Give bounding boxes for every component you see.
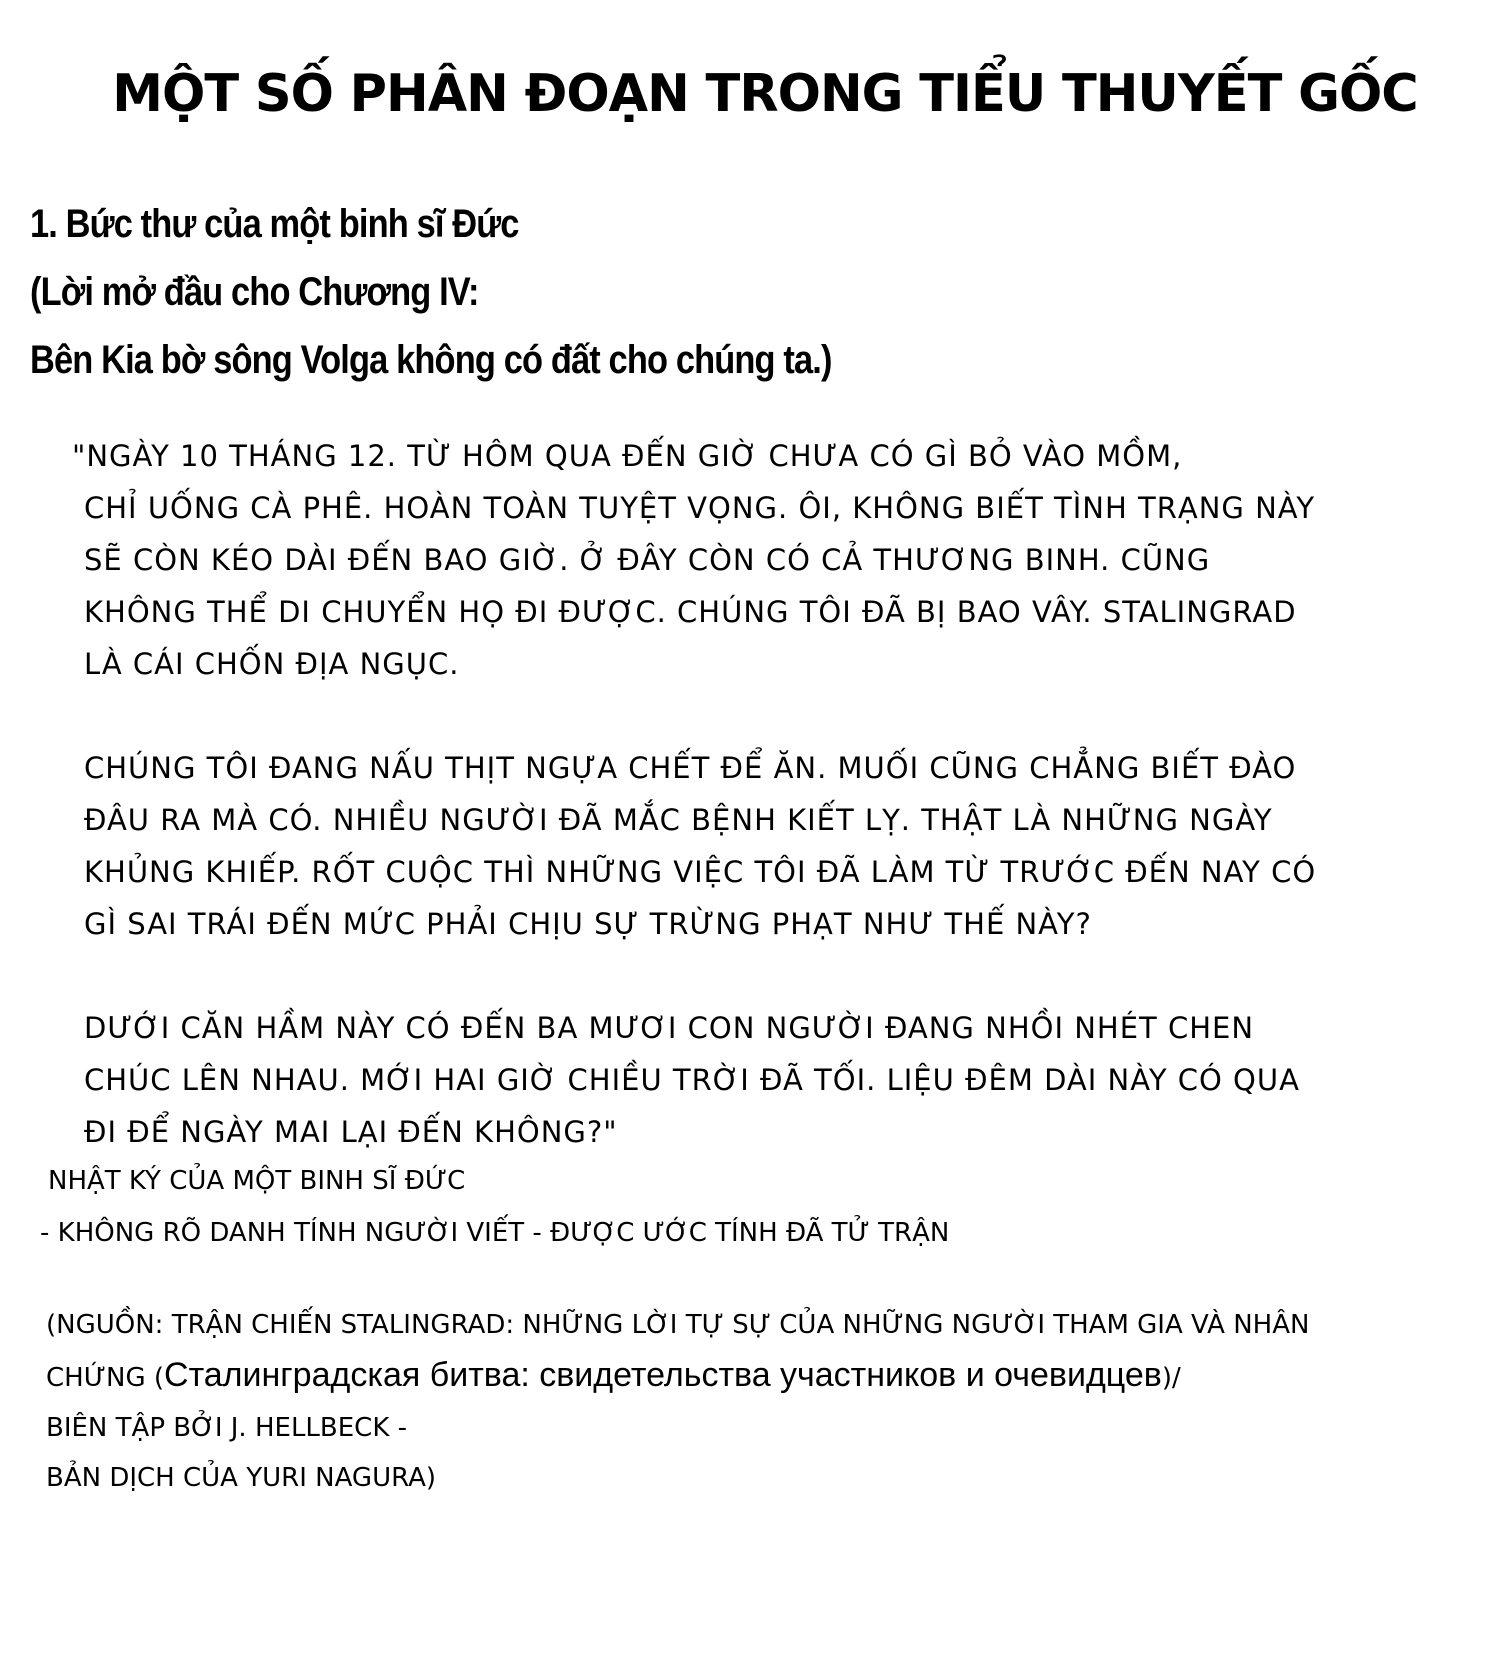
letter-line: CHÚC LÊN NHAU. MỚI HAI GIỜ CHIỀU TRỜI ĐÃ TỐI. LIỆU ĐÊM DÀI NÀY CÓ QUA xyxy=(84,1063,1300,1097)
letter-line: ĐÂU RA MÀ CÓ. NHIỀU NGƯỜI ĐÃ MẮC BỆNH KIẾT LỴ. THẬT LÀ NHỮNG NGÀY xyxy=(84,803,1273,837)
source-text: CHỨNG ( xyxy=(46,1363,165,1393)
section-heading xyxy=(30,190,832,394)
russian-title: Сталинградская битва: свидетельства участников и очевидцев xyxy=(164,1356,1162,1394)
section-heading-line: Bên Kia bờ sông Volga không có đất cho chúng ta.) xyxy=(30,338,832,382)
section-heading-line: 1. Bức thư của một binh sĩ Đức xyxy=(30,202,519,246)
letter-line: KHỦNG KHIẾP. RỐT CUỘC THÌ NHỮNG VIỆC TÔI ĐÃ LÀM TỪ TRƯỚC ĐẾN NAY CÓ xyxy=(84,855,1317,889)
letter-line: ĐI ĐỂ NGÀY MAI LẠI ĐẾN KHÔNG?" xyxy=(84,1115,618,1149)
letter-line: KHÔNG THỂ DI CHUYỂN HỌ ĐI ĐƯỢC. CHÚNG TÔI ĐÃ BỊ BAO VÂY. STALINGRAD xyxy=(84,595,1297,629)
letter-body xyxy=(70,430,1316,1210)
letter-line: "NGÀY 10 THÁNG 12. TỪ HÔM QUA ĐẾN GIỜ CHƯA CÓ GÌ BỎ VÀO MỒM, xyxy=(72,439,1183,473)
letter-paragraph xyxy=(70,1002,1316,1158)
page-title: MỘT SỐ PHÂN ĐOẠN TRONG TIỂU THUYẾT GỐC xyxy=(112,64,1418,124)
letter-line: CHÚNG TÔI ĐANG NẤU THỊT NGỰA CHẾT ĐỂ ĂN. MUỐI CŨNG CHẲNG BIẾT ĐÀO xyxy=(84,751,1297,785)
letter-line: LÀ CÁI CHỐN ĐỊA NGỤC. xyxy=(84,647,460,681)
source-text: )/ xyxy=(1161,1363,1181,1393)
source-line: BIÊN TẬP BỞI J. HELLBECK - xyxy=(46,1413,408,1443)
letter-paragraph xyxy=(70,742,1316,950)
section-heading-line: (Lời mở đầu cho Chương IV: xyxy=(30,270,479,314)
source-citation xyxy=(46,1300,1309,1503)
source-line xyxy=(46,1350,1309,1403)
letter-line: GÌ SAI TRÁI ĐẾN MỨC PHẢI CHỊU SỰ TRỪNG PHẠT NHƯ THẾ NÀY? xyxy=(84,907,1092,941)
letter-line: SẼ CÒN KÉO DÀI ĐẾN BAO GIỜ. Ở ĐÂY CÒN CÓ CẢ THƯƠNG BINH. CŨNG xyxy=(84,543,1211,577)
attribution-line: - KHÔNG RÕ DANH TÍNH NGƯỜI VIẾT - ĐƯỢC ƯỚC TÍNH ĐÃ TỬ TRẬN xyxy=(40,1218,950,1248)
attribution-line: NHẬT KÝ CỦA MỘT BINH SĨ ĐỨC xyxy=(48,1166,466,1196)
letter-line: DƯỚI CĂN HẦM NÀY CÓ ĐẾN BA MƯƠI CON NGƯỜI ĐANG NHỒI NHÉT CHEN xyxy=(84,1011,1255,1045)
letter-paragraph xyxy=(70,430,1316,690)
source-line: BẢN DỊCH CỦA YURI NAGURA) xyxy=(46,1463,437,1493)
source-line: (NGUỒN: TRẬN CHIẾN STALINGRAD: NHỮNG LỜI TỰ SỰ CỦA NHỮNG NGƯỜI THAM GIA VÀ NHÂN xyxy=(46,1310,1310,1340)
letter-line: CHỈ UỐNG CÀ PHÊ. HOÀN TOÀN TUYỆT VỌNG. ÔI, KHÔNG BIẾT TÌNH TRẠNG NÀY xyxy=(84,491,1316,525)
letter-attribution xyxy=(40,1155,949,1259)
